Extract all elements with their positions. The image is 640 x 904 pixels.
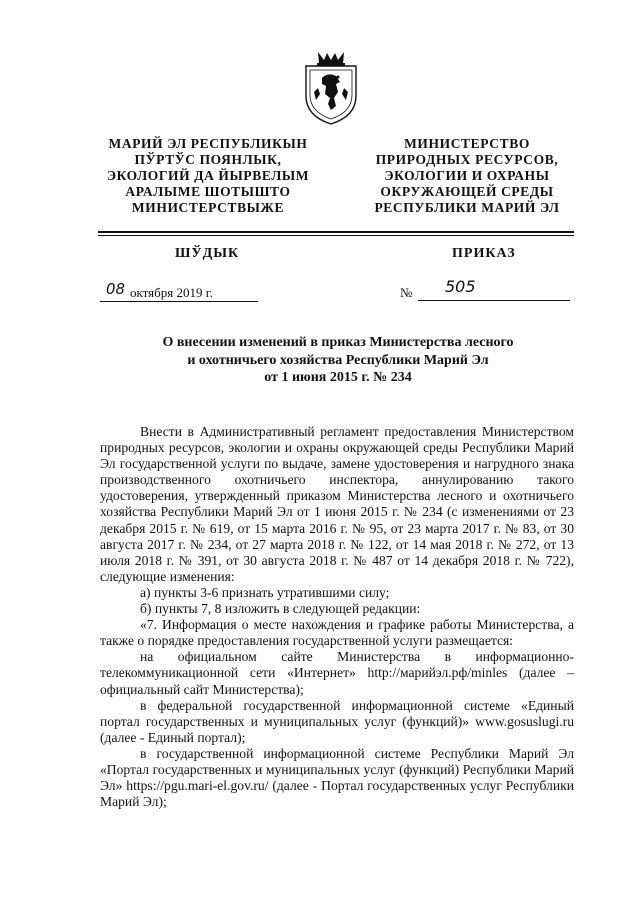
date-printed: октября 2019 г. bbox=[130, 285, 213, 300]
ministry-name-russian: МИНИСТЕРСТВО ПРИРОДНЫХ РЕСУРСОВ, ЭКОЛОГИИ И ОХРАНЫ ОКРУЖАЮЩЕЙ СРЕДЫ РЕСПУБЛИКИ МАРИЙ ЭЛ bbox=[374, 136, 560, 215]
paragraph: на официальном сайте Министерства в информационно-телекоммуникационной сети «Интернет» http://марийэл.рф/minles (далее – официальный сайт Министерства); bbox=[100, 649, 574, 697]
document-body bbox=[100, 424, 574, 810]
paragraph: б) пункты 7, 8 изложить в следующей редакции: bbox=[140, 601, 421, 617]
order-date bbox=[100, 281, 258, 302]
doc-type-mari: ШЎДЫК bbox=[175, 246, 240, 261]
doc-type-russian: ПРИКАЗ bbox=[452, 246, 516, 261]
paragraph: «7. Информация о месте нахождения и графике работы Министерства, а также о порядке предоставления государственной услуги размещается: bbox=[100, 617, 574, 649]
title-line: О внесении изменений в приказ Министерства лесного bbox=[162, 335, 514, 350]
paragraph: а) пункты 3-6 признать утратившими силу; bbox=[140, 584, 390, 600]
coat-of-arms-emblem bbox=[298, 48, 364, 126]
paragraph: Внести в Административный регламент предоставления Министерством природных ресурсов, экологии и охраны окружающей среды Республики Марий Эл государственной услуги по выдаче, замене удостоверения и нагрудного знака производственного охотничьего инспектора, аннулированию такого удостоверения, утвержденный приказом Министерства лесного и охотничьего хозяйства Республики Марий Эл от 1 июня 2015 г. № 234 (с изменениями от 23 декабря 2015 г. № 619, от 15 марта 2016 г. № 95, от 23 марта 2017 г. № 83, от 30 августа 2017 г. № 234, от 27 марта 2018 г. № 122, от 14 мая 2018 г. № 272, от 13 июля 2018 г. № 391, от 30 августа 2018 г. № 487 от 14 декабря 2018 г. № 722), следующие изменения: bbox=[100, 424, 574, 584]
date-handwritten: 08 bbox=[106, 280, 126, 298]
title-line: и охотничьего хозяйства Республики Марий Эл bbox=[187, 352, 489, 368]
header-divider bbox=[98, 231, 574, 233]
order-number bbox=[400, 277, 570, 301]
paragraph: в федеральной государственной информационной системе «Единый портал государственных и муниципальных услуг (функций)» www.gosuslugi.ru (далее - Единый портал); bbox=[100, 697, 574, 745]
paragraph: в государственной информационной системе Республики Марий Эл «Портал государственных и муниципальных услуг (функций) Республики Марий Эл» https://pgu.mari-el.gov.ru/ (далее - Портал государственных услуг Республики Марий Эл); bbox=[100, 745, 574, 810]
number-handwritten: 505 bbox=[445, 277, 476, 296]
number-underline bbox=[418, 281, 570, 301]
title-line: от 1 июня 2015 г. № 234 bbox=[264, 370, 412, 385]
number-symbol: № bbox=[400, 285, 413, 300]
ministry-name-mari: МАРИЙ ЭЛ РЕСПУБЛИКЫН ПЎРТЎС ПОЯНЛЫК, ЭКОЛОГИЙ ДА ЙЫРВЕЛЫМ АРАЛЫМЕ ШОТЫШТО МИНИСТЕРСТВЫЖЕ bbox=[106, 136, 310, 215]
document-title bbox=[100, 334, 576, 387]
header-divider-thin bbox=[98, 235, 574, 236]
